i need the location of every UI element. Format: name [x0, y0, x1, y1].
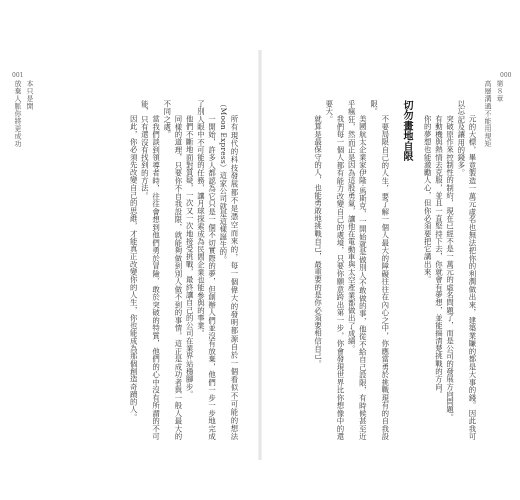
right-section-paragraph: 美國航太企業家伊隆·馬斯克，一開始就是做別人不敢做的事，他從不給自己設限，有時候甚至近乎瘋狂，然而正是因為這股勇氣，讓他在電動車與太空產業都做出了成績。 — [347, 100, 368, 440]
right-section-paragraph: 就算是最保守的人，也能勇敢地挑戰自己，最重要的是你必須要相信自己。 — [313, 114, 323, 368]
right-paragraph: 突破原作來控制性的制約，現在已經不是一萬元的虛名問題了，而是公司的發展方向問題。 — [445, 114, 455, 421]
left-running-head — [14, 80, 22, 148]
right-running-head-sub — [484, 80, 492, 148]
right-running-head — [496, 80, 504, 103]
right-paragraph: 元的大標，畢竟製造一萬元虛名也無法把你的利潤做出來，建築業賺的都是大事的錢。因此我可以忘記及讓用的錢多。 — [456, 100, 477, 440]
right-running-head-title: 高層溝通不能用規矩 — [484, 80, 492, 148]
right-paragraph: 你的夢想也能激勵人心，但你必須要把它講出來。 — [423, 114, 433, 284]
left-paragraph: 所有現代的科技發展都不是憑空而來的，每一個偉大的發明都源自於一個看似不可能的想法（Moon Express）這家公司就是這樣誕生的。 — [218, 100, 239, 440]
right-body-text — [302, 100, 478, 440]
right-page-number: 000 — [500, 72, 512, 79]
left-paragraph: 同樣的道理，只要你不自我設限，就能夠做到別人做不到的事情，這正是成功者與一般人最大的不同之處。 — [162, 100, 183, 440]
left-running-head-chapter: 本只是開 — [26, 80, 34, 110]
left-page-number: 001 — [12, 72, 24, 79]
left-running-head-sub — [26, 80, 34, 110]
right-paragraph: 有動機與熱情去克服，並且一直堅持下去，你就會有夢想，並能搞清楚挑戰的方向。 — [434, 114, 444, 398]
left-paragraph: 當我們談到領導者時，往往會想到他們勇於冒險、敢於突破的特質，他們的心中沒有所謂的不可能，只有還沒有找到的方法。 — [140, 100, 161, 440]
left-paragraph: 一開始，許多人都認為它只是一個不切實際的夢，但創辦人們並沒有放棄，他們一步一步地完成了別人眼中不可能的任務，讓月球探索成為民間企業也能參與的事業。 — [196, 100, 217, 440]
right-section-paragraph: 我們每一個人都有能力改變自己的處境，只要你願意跨出第一步，你會發現世界比你想像中的還要大。 — [324, 100, 345, 440]
left-body-text — [50, 100, 240, 440]
left-paragraph: 他們不斷地面對質疑，一次又一次地接受挑戰，最終讓自己的公司在業界站穩腳步。 — [185, 114, 195, 398]
right-section-paragraph: 不要局限自己的人生，要了解一個人最大的障礙往往在內心之中，你應當勇於挑戰現有的自我設限。 — [369, 100, 390, 440]
right-page — [260, 0, 520, 500]
right-running-head-chapter: 第８章 — [496, 80, 504, 103]
left-paragraph: 因此，你必須先改變自己的思維，才能真正改變你的人生，你也能成為那個創造奇蹟的人。 — [129, 114, 139, 421]
left-running-head-title: 放棄人脈你將更成功 — [14, 80, 22, 148]
section-title: 切勿畫地自限 — [400, 100, 412, 162]
